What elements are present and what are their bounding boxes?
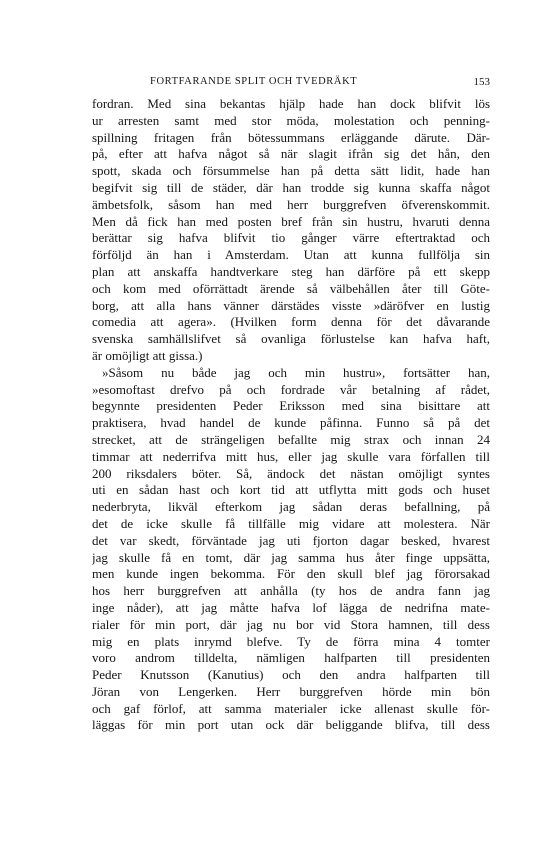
text-line: Men då fick han med posten bref från sin hustru, hvaruti denna bbox=[92, 213, 490, 229]
body-text bbox=[92, 96, 490, 734]
text-line: läggas för min port utan ock där beliggande blifva, till dess bbox=[92, 717, 490, 733]
text-line: Peder Knutsson (Kanutius) och den andra halfparten till bbox=[92, 667, 490, 683]
paragraph-end-line: är omöjligt att gissa.) bbox=[92, 347, 203, 363]
text-line: strecket, att de strängeligen befallte mig strax och innan 24 bbox=[92, 431, 490, 447]
text-line: uti en sådan hast och kort tid att utflytta mitt gods och huset bbox=[92, 482, 490, 498]
text-line: timmar att nederrifva mitt hus, eller jag skulle vara förfallen till bbox=[92, 448, 490, 464]
text-line: fordran. Med sina bekantas hjälp hade han dock blifvit lös bbox=[92, 96, 490, 111]
page-number: 153 bbox=[473, 76, 490, 88]
text-line: comedia att agera». (Hvilken form denna för det dåvarande bbox=[92, 314, 490, 330]
text-line: »esomoftast drefvo på och fordrade vår betalning af rådet, bbox=[92, 381, 490, 397]
paragraph-start-line: »Såsom nu både jag och min hustru», fortsätter han, bbox=[102, 364, 490, 380]
text-line: Jöran von Lengerken. Herr burggrefven hörde min bön bbox=[92, 683, 490, 699]
text-line: 200 riksdalers böter. Så, ändock det nästan omöjligt syntes bbox=[92, 465, 490, 481]
running-head: FORTFARANDE SPLIT OCH TVEDRÄKT bbox=[150, 76, 358, 87]
text-line: svenska samhällslifvet så ovanliga förlustelse kan hafva haft, bbox=[92, 331, 490, 347]
text-line: jag skulle få en tomt, där jag samma hus åter finge uppsätta, bbox=[92, 549, 490, 565]
text-line: på, efter att hafva något så när slagit ifrån sig det hån, den bbox=[92, 146, 490, 162]
text-line: och kom med oförrättadt ärende så välbehållen åter till Göte- bbox=[92, 280, 490, 296]
text-line: hos herr burggrefven att anhålla (ty hos de andra fann jag bbox=[92, 583, 490, 599]
text-line: spott, skada och försummelse han på detta sätt lidit, hade han bbox=[92, 163, 490, 179]
text-line: det de icke skulle få tillfälle mig vidare att molestera. När bbox=[92, 515, 490, 531]
text-line: begynnte presidenten Peder Eriksson med sina bisittare att bbox=[92, 398, 490, 414]
text-line: ämbetsfolk, såsom han med herr burggrefven öfverenskommit. bbox=[92, 196, 490, 212]
text-line: rialer för min port, där jag nu bor vid Stora hamnen, till dess bbox=[92, 616, 490, 632]
text-line: och gaf förlof, att samma materialer icke allenast skulle för- bbox=[92, 700, 490, 716]
text-line: mig en plats inrymd blefve. Ty de förra mina 4 tomter bbox=[92, 633, 490, 649]
text-line: berättar sig hafva blifvit tio gånger värre eftertraktad och bbox=[92, 230, 490, 246]
text-line: borg, att alla hans vänner därstädes visste »däröfver en lustig bbox=[92, 297, 490, 313]
text-line: begifvit sig till de städer, där han trodde sig kunna skaffa något bbox=[92, 179, 490, 195]
text-line: spillning fritagen från bötessummans erläggande därute. Där- bbox=[92, 129, 490, 145]
text-line: praktisera, hvad handel de kunde påfinna. Funno så på det bbox=[92, 415, 490, 431]
text-line: men kunde ingen bekomma. För den skull blef jag förorsakad bbox=[92, 566, 490, 582]
text-line: nederbryta, likväl efterkom jag sådan deras befallning, på bbox=[92, 499, 490, 515]
text-line: inge nåder), att jag måtte hafva lof lägga de nedrifna mate- bbox=[92, 599, 490, 615]
text-line: plan att anskaffa handtverkare steg han därföre på ett skepp bbox=[92, 263, 490, 279]
text-line: ur arresten samt med stor möda, molestation och penning- bbox=[92, 112, 490, 128]
page-header bbox=[92, 76, 490, 90]
text-line: voro androm tilldelta, nämligen halfparten till presidenten bbox=[92, 650, 490, 666]
text-line: det var skedt, förväntade jag uti fjorton dagar besked, hvarest bbox=[92, 532, 490, 548]
text-line: förföljd än han i Amsterdam. Utan att kunna fullfölja sin bbox=[92, 247, 490, 263]
